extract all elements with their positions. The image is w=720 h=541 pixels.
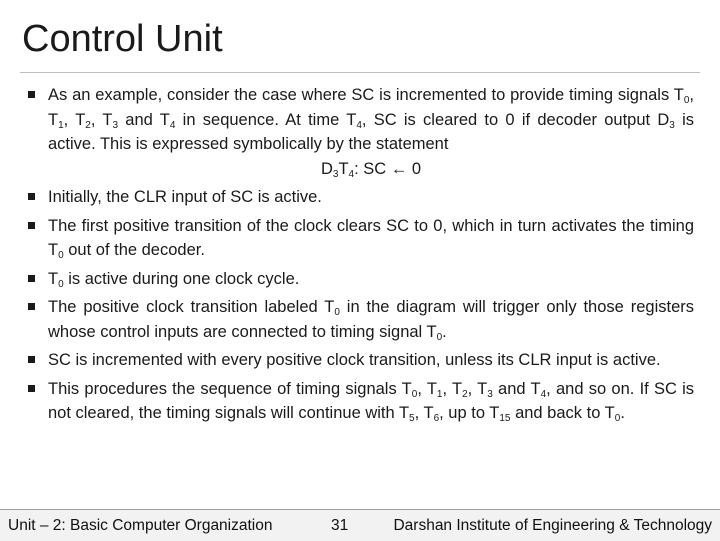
bullet-text: The first positive transition of the clock clears SC to 0, which in turn activates the timing $T_0$ out of the decoder. [48,216,694,261]
square-bullet-icon [28,275,35,282]
bullet-text: $T_0$ is active during one clock cycle. [48,269,300,290]
slide-title: Control Unit [22,18,223,60]
title-divider [20,72,700,73]
bullet-item [28,185,694,210]
bullet-text: The positive clock transition labeled $T_0$ in the diagram will trigger only those registers whose control inputs are connected to timing signal $T_0$. [48,298,694,343]
square-bullet-icon [28,193,35,200]
square-bullet-icon [28,222,35,229]
bullet-item [28,377,694,426]
bullet-text: Initially, the CLR input of SC is active. [48,188,322,206]
footer-page-number: 31 [331,517,349,534]
footer-unit-title: Unit – 2: Basic Computer Organization [8,517,273,534]
slide-footer [0,509,720,541]
bullet-list [28,83,694,430]
footer-institute: Darshan Institute of Engineering & Technology [393,517,712,534]
bullet-item [28,267,694,292]
square-bullet-icon [28,91,35,98]
bullet-text: This procedures the sequence of timing signals $T_0$, $T_1$, $T_2$, $T_3$ and $T_4$, and so on. If SC is not cleared, the timing signals will continue with $T_5$, $T_6$, up to $T_{15}$ and back to $T_0$. [48,379,695,424]
bullet-item [28,214,694,263]
bullet-item [28,348,694,373]
bullet-text: As an example, consider the case where SC is incremented to provide timing signals $T_0$, $T_1$, $T_2$, $T_3$ and $T_4$ in sequence. At time $T_4$, SC is cleared to 0 if decoder output $D_3$ is active. This is expressed symbolically by the statement [48,86,695,153]
square-bullet-icon [28,356,35,363]
symbolic-statement: $D_3T_4$: SC ← 0 [320,159,422,180]
bullet-item [28,295,694,344]
square-bullet-icon [28,303,35,310]
bullet-text: SC is incremented with every positive clock transition, unless its CLR input is active. [48,351,661,369]
square-bullet-icon [28,385,35,392]
bullet-item [28,83,694,181]
